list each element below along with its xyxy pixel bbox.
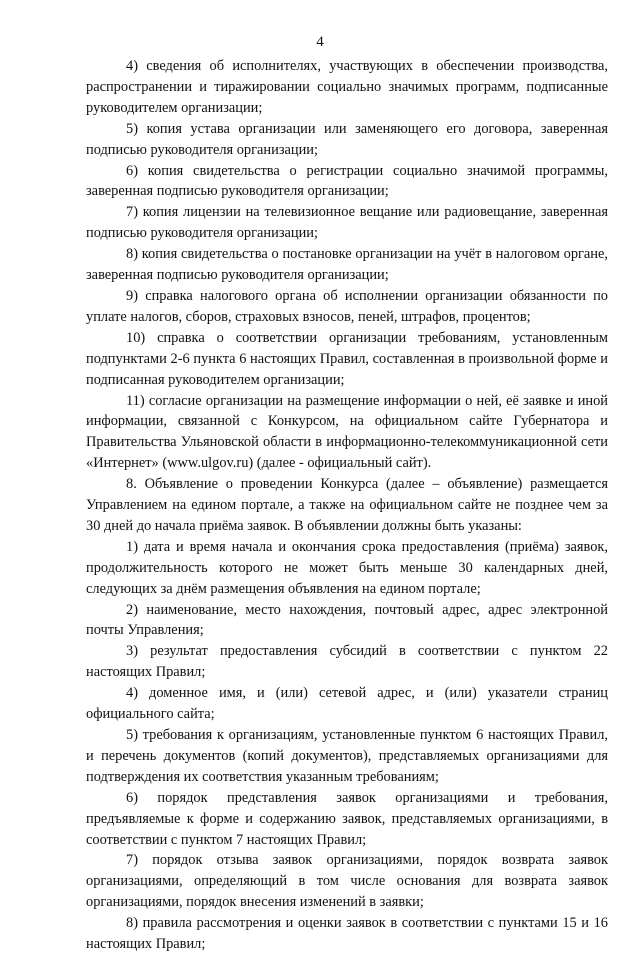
paragraph-item-7-broadcast-license: 7) копия лицензии на телевизионное вещание или радиовещание, заверенная подписью руководителя организации; <box>86 204 608 242</box>
paragraph-announcement-item-2-address: 2) наименование, место нахождения, почтовый адрес, адрес электронной почты Управления; <box>86 601 608 639</box>
paragraph-item-5-charter-copy: 5) копия устава организации или заменяющего его договора, заверенная подписью руководителя организации; <box>86 120 608 158</box>
paragraph-announcement-item-4-domain: 4) доменное имя, и (или) сетевой адрес, и (или) указатели страниц официального сайта; <box>86 685 608 723</box>
page-number: 4 <box>316 34 324 50</box>
paragraph-announcement-item-6-submission-order: 6) порядок представления заявок организациями и требования, предъявляемые к форме и содержанию заявок, представляемых организациями, в соответствии с пунктом 7 настоящих Правил; <box>86 789 608 848</box>
document-body <box>86 56 608 955</box>
paragraph-item-8-tax-registration: 8) копия свидетельства о постановке организации на учёт в налоговом органе, заверенная подписью руководителя организации; <box>86 246 608 284</box>
paragraph-announcement-item-1-dates: 1) дата и время начала и окончания срока предоставления (приёма) заявок, продолжительность которого не может быть меньше 30 календарных дней, следующих за днём размещения объявления на едином портале; <box>86 538 608 597</box>
paragraph-item-9-tax-certificate: 9) справка налогового органа об исполнении организации обязанности по уплате налогов, сборов, страховых взносов, пеней, штрафов, процентов; <box>86 287 608 325</box>
paragraph-announcement-item-8-review-rules: 8) правила рассмотрения и оценки заявок в соответствии с пунктами 15 и 16 настоящих Правил; <box>86 915 608 953</box>
paragraph-announcement-item-5-requirements: 5) требования к организациям, установленные пунктом 6 настоящих Правил, и перечень документов (копий документов), представляемых организациями для подтверждения их соответствия указанным требованиям; <box>86 727 608 785</box>
paragraph-item-4-performers: 4) сведения об исполнителях, участвующих в обеспечении производства, распространении и тиражировании социально значимых программ, подписанные руководителем организации; <box>86 58 608 116</box>
paragraph-item-10-compliance-certificate: 10) справка о соответствии организации требованиям, установленным подпунктами 2-6 пункта 6 настоящих Правил, составленная в произвольной форме и подписанная руководителем организации; <box>86 329 608 388</box>
paragraph-item-6-registration-certificate: 6) копия свидетельства о регистрации социально значимой программы, заверенная подписью руководителя организации; <box>86 162 608 200</box>
paragraph-announcement-item-3-result: 3) результат предоставления субсидий в соответствии с пунктом 22 настоящих Правил; <box>86 643 608 681</box>
paragraph-item-11-consent: 11) согласие организации на размещение информации о ней, её заявке и иной информации, связанной с Конкурсом, на официальном сайте Губернатора и Правительства Ульяновской области в информационно-телекоммуникационной сети «Интернет» (www.ulgov.ru) (далее - официальный сайт). <box>86 392 608 472</box>
paragraph-announcement-item-7-withdrawal-order: 7) порядок отзыва заявок организациями, порядок возврата заявок организациями, определяющий в том числе основания для возврата заявок организациями, порядок внесения изменений в заявки; <box>86 852 608 911</box>
paragraph-section-8-announcement: 8. Объявление о проведении Конкурса (далее – объявление) размещается Управлением на едином портале, а также на официальном сайте не позднее чем за 30 дней до начала приёма заявок. В объявлении должны быть указаны: <box>86 476 608 534</box>
